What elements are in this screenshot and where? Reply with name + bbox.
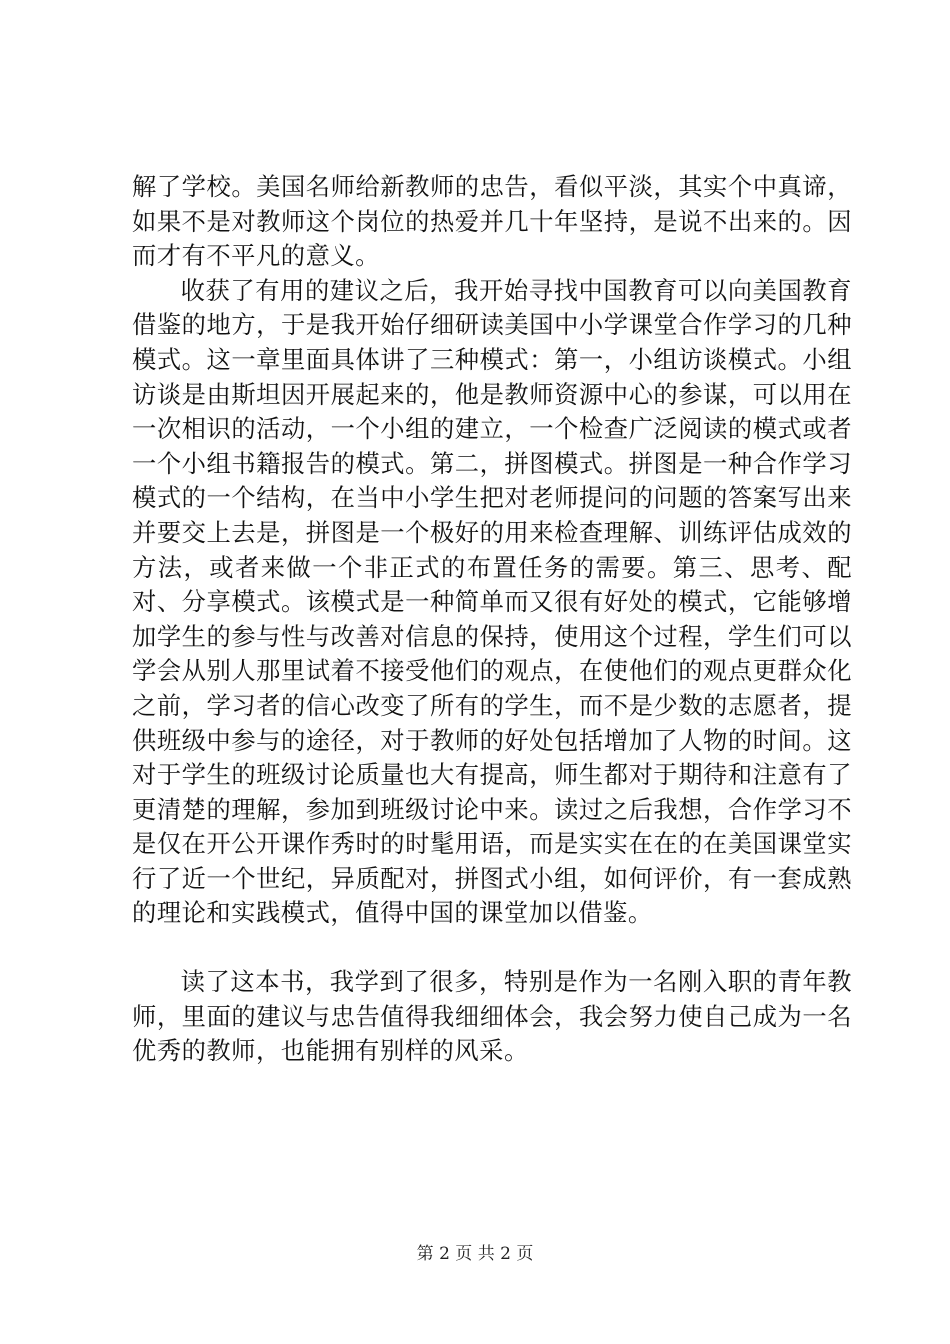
- page-number-footer: 第 2 页 共 2 页: [416, 1244, 534, 1264]
- document-body: [132, 170, 852, 1069]
- paragraph-continuation: 解了学校。美国名师给新教师的忠告，看似平淡，其实个中真谛，如果不是对教师这个岗位的热爱并几十年坚持，是说不出来的。因而才有不平凡的意义。: [132, 172, 852, 271]
- paragraph-cooperative-learning: 收获了有用的建议之后，我开始寻找中国教育可以向美国教育借鉴的地方，于是我开始仔细研读美国中小学课堂合作学习的几种模式。这一章里面具体讲了三种模式：第一，小组访谈模式。小组访谈是由斯坦因开展起来的，他是教师资源中心的参谋，可以用在一次相识的活动，一个小组的建立，一个检查广泛阅读的模式或者一个小组书籍报告的模式。第二，拼图模式。拼图是一种合作学习模式的一个结构，在当中小学生把对老师提问的问题的答案写出来并要交上去是，拼图是一个极好的用来检查理解、训练评估成效的方法，或者来做一个非正式的布置任务的需要。第三、思考、配对、分享模式。该模式是一种简单而又很有好处的模式，它能够增加学生的参与性与改善对信息的保持，使用这个过程，学生们可以学会从别人那里试着不接受他们的观点，在使他们的观点更群众化之前，学习者的信心改变了所有的学生，而不是少数的志愿者，提供班级中参与的途径，对于教师的好处包括增加了人物的时间。这对于学生的班级讨论质量也大有提高，师生都对于期待和注意有了更清楚的理解，参加到班级讨论中来。读过之后我想，合作学习不是仅在开公开课作秀时的时髦用语，而是实实在在的在美国课堂实行了近一个世纪，异质配对，拼图式小组，如何评价，有一套成熟的理论和实践模式，值得中国的课堂加以借鉴。: [132, 275, 852, 928]
- paragraph-conclusion: 读了这本书，我学到了很多，特别是作为一名刚入职的青年教师，里面的建议与忠告值得我细细体会，我会努力使自己成为一名优秀的教师，也能拥有别样的风采。: [132, 967, 852, 1066]
